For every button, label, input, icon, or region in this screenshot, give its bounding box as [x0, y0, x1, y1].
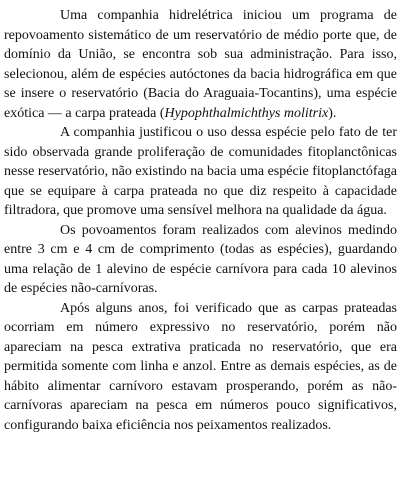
species-scientific-name: Hypophthalmichthys molitrix: [164, 105, 329, 121]
paragraph-justification: A companhia justificou o uso dessa espécie pelo fato de ter sido observada grande proliferação de comunidades fitoplanctônicas nesse reservatório, não existindo na bacia uma espécie fitoplanctófaga que se equipare à carpa prateada no que diz respeito à capacidade filtradora, que promove uma sensível melhora na qualidade da água.: [4, 125, 398, 218]
paragraph-stocking: Os povoamentos foram realizados com alevinos medindo entre 3 cm e 4 cm de comprimento (todas as espécies), guardando uma relação de 1 alevino de espécie carnívora para cada 10 alevinos de espécies não-carnívoras.: [4, 222, 397, 296]
paragraph-intro-text-b: ).: [328, 105, 337, 121]
document-body: [4, 6, 397, 435]
paragraph-outcome: Após alguns anos, foi verificado que as carpas prateadas ocorriam em número expressivo no reservatório, porém não apareciam na pesca extrativa praticada no reservatório, que era permitida somente com linha e anzol. Entre as demais espécies, as de hábito alimentar carnívoro estavam prosperando, porém as não-carnívoras apareciam na pesca em números pouco significativos, configurando baixa eficiência nos peixamentos realizados.: [4, 300, 397, 433]
paragraph-intro-text-a: Uma companhia hidrelétrica iniciou um programa de repovoamento sistemático de um reservatório de médio porte que, de domínio da União, se encontra sob sua administração. Para isso, selecionou, além de espécies autóctones da bacia hidrográfica em que se insere o reservatório (Bacia do Araguaia-Tocantins), uma espécie exótica — a carpa prateada (: [4, 8, 397, 121]
paragraph-intro: [4, 6, 397, 123]
